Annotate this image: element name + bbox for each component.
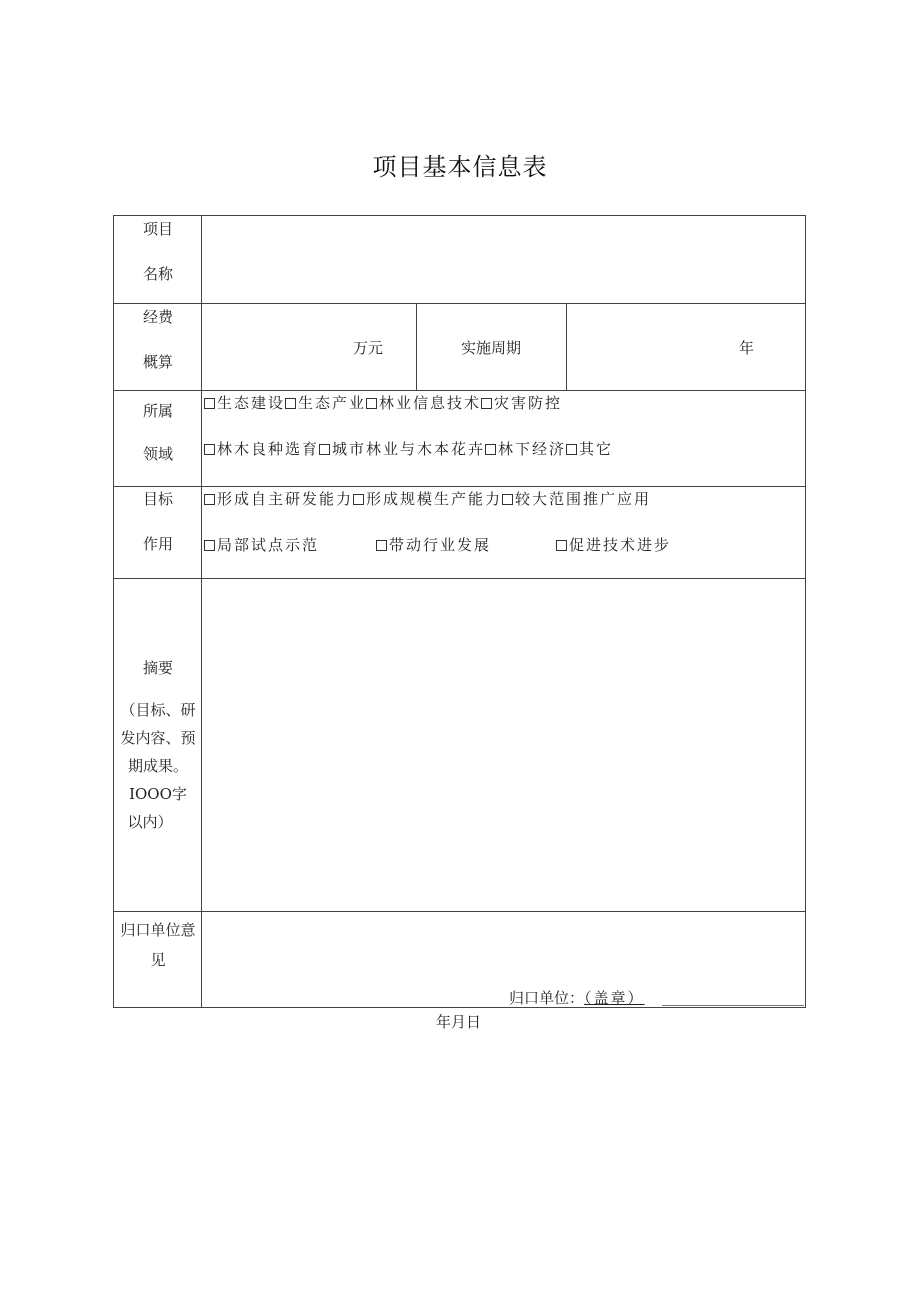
goal-label-1: 目标: [142, 490, 173, 508]
checkbox[interactable]: [485, 444, 496, 455]
field-label-2: 领域: [142, 445, 173, 463]
goal-option[interactable]: 促进技术进步: [556, 536, 671, 554]
checkbox[interactable]: [376, 540, 387, 551]
checkbox[interactable]: [204, 398, 215, 409]
form-title: 项目基本信息表: [372, 153, 548, 181]
checkbox[interactable]: [204, 540, 215, 551]
opinion-label-2: 见: [150, 951, 166, 969]
summary-label-6: 以内）: [127, 813, 173, 831]
signature-line: [662, 1005, 804, 1006]
checkbox[interactable]: [566, 444, 577, 455]
checkbox[interactable]: [502, 494, 513, 505]
goal-options-row-1: [204, 490, 651, 508]
field-option[interactable]: 其它: [566, 440, 613, 458]
row-divider: [114, 303, 805, 304]
row-divider: [114, 390, 805, 391]
row-divider: [114, 911, 805, 912]
summary-label-1: 摘要: [142, 659, 173, 677]
field-option[interactable]: 城市林业与木本花卉: [319, 440, 485, 458]
row-divider: [114, 486, 805, 487]
goal-option[interactable]: 较大范围推广应用: [502, 490, 651, 508]
project-name-label-1: 项目: [142, 220, 173, 238]
field-option[interactable]: 林业信息技术: [366, 394, 481, 412]
summary-label-5: IOOO字: [129, 785, 187, 803]
field-option[interactable]: 生态产业: [285, 394, 366, 412]
budget-label-2: 概算: [142, 353, 173, 371]
goal-option[interactable]: 形成自主研发能力: [204, 490, 353, 508]
unit-label: 归口单位：: [509, 989, 585, 1007]
field-option[interactable]: 灾害防控: [481, 394, 562, 412]
field-options-row-1: [204, 394, 562, 412]
summary-label-4: 期成果。: [127, 757, 188, 775]
label-column-divider: [201, 216, 202, 1007]
budget-unit: 万元: [353, 339, 384, 357]
checkbox[interactable]: [204, 494, 215, 505]
period-field[interactable]: [572, 340, 732, 358]
goal-option[interactable]: 局部试点示范: [204, 536, 319, 554]
project-name-label-2: 名称: [142, 265, 173, 283]
field-option[interactable]: 林木良种选育: [204, 440, 319, 458]
checkbox[interactable]: [353, 494, 364, 505]
period-label: 实施周期: [460, 339, 521, 357]
summary-label-2: （目标、研: [120, 701, 196, 719]
field-label-1: 所属: [142, 402, 173, 420]
checkbox[interactable]: [204, 444, 215, 455]
budget-divider: [566, 303, 567, 390]
checkbox[interactable]: [319, 444, 330, 455]
checkbox[interactable]: [366, 398, 377, 409]
budget-label-1: 经费: [142, 308, 173, 326]
field-option[interactable]: 生态建设: [204, 394, 285, 412]
checkbox[interactable]: [481, 398, 492, 409]
goal-option[interactable]: 形成规模生产能力: [353, 490, 502, 508]
row-divider: [114, 578, 805, 579]
period-unit: 年: [739, 339, 755, 357]
summary-field[interactable]: [206, 584, 800, 904]
opinion-field[interactable]: [206, 918, 800, 978]
project-info-table: [113, 215, 806, 1008]
field-option[interactable]: 林下经济: [485, 440, 566, 458]
goal-label-2: 作用: [142, 535, 173, 553]
date-line: 年月日: [436, 1013, 482, 1031]
checkbox[interactable]: [556, 540, 567, 551]
unit-signature: [509, 989, 645, 1007]
summary-label-3: 发内容、预: [120, 729, 196, 747]
project-name-field[interactable]: [206, 246, 800, 270]
checkbox[interactable]: [285, 398, 296, 409]
goal-option[interactable]: 带动行业发展: [376, 536, 491, 554]
field-options-row-2: [204, 440, 613, 458]
seal-text: （盖章）: [584, 989, 645, 1007]
opinion-label-1: 归口单位意: [120, 921, 196, 939]
